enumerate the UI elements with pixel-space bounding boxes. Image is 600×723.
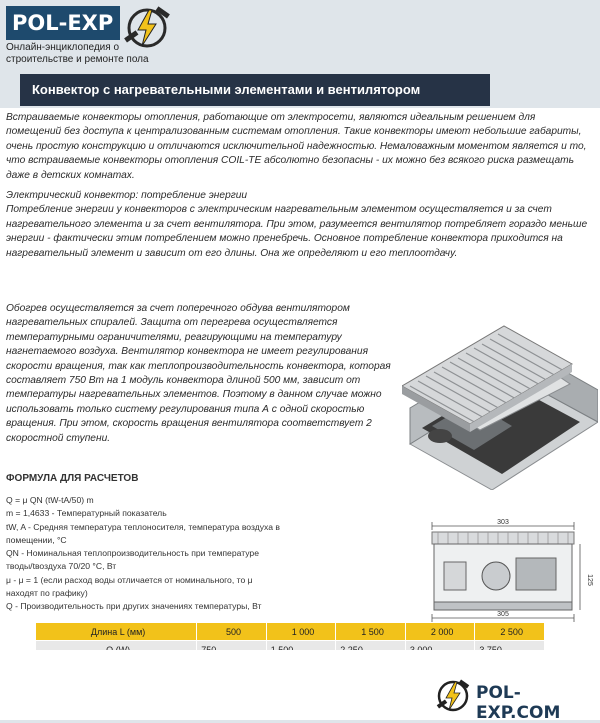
table-cell: 1 500	[336, 623, 406, 641]
formula-line: тводы/tвоздуха 70/20 °C, Вт	[6, 561, 117, 572]
page-title: Конвектор с нагревательными элементами и вентилятором	[20, 74, 490, 106]
intro-paragraph: Встраиваемые конвекторы отопления, работающие от электросети, являются идеальным решением для помещений без доступа к централизованным системам отопления. Такие конвекторы имеют небольшие габариты, очень простую конструкцию и отличаются исключительной надежностью. Немаловажным моментом является и то, что встраиваемые конвекторы отопления COIL-TE абсолютно безопасны - их можно без всякого риска размещать даже в детских комнатах.	[6, 112, 587, 181]
tagline-line-1: Онлайн-энциклопедия о	[6, 42, 120, 53]
table-row	[36, 623, 545, 641]
formula-line: tW, A - Средняя температура теплоносителя, температура воздуха в	[6, 521, 280, 532]
formula-line: Q - Производительность при других значениях температуры, Вт	[6, 601, 262, 612]
dimension-drawing	[404, 518, 594, 628]
footer-site-link[interactable]: POL-EXP.COM	[476, 683, 561, 723]
tagline-line-2: строительстве и ремонте пола	[6, 54, 149, 65]
formula-line: помещении, °С	[6, 534, 67, 545]
table-cell: 2 500	[475, 623, 545, 641]
site-logo[interactable]: POL-EXP	[6, 6, 120, 40]
dim-side-label: 125	[586, 574, 593, 586]
energy-heading: Электрический конвектор: потребление энергии	[6, 190, 248, 201]
formula-line: QN - Номинальная теплопроизводительность при температуре	[6, 548, 259, 559]
heating-paragraph: Обогрев осуществляется за счет поперечного обдува вентилятором нагревательных спиралей. Защита от перегрева осуществляется температурными ограничителями, реагирующими на температуру нагнетаемого воздуха. Вентилятор конвектора не имеет регулирования скорости вращения, так как теплопроизводительность конвектора, которая составляет 750 Вт на 1 модуль конвектора длиной 500 мм, зависит от температуры нагревательных элементов. Поэтому в данном случае можно использовать только систему регулирования типа А с одной скоростью вращения. При этом, скорость вращения вентилятора соответствует 2 скоростной ступени.	[6, 303, 391, 444]
lightning-tools-icon	[433, 678, 473, 714]
energy-paragraph: Потребление энергии у конвекторов с электрическим нагревательным элементом осуществляется и за счет нагревательного элемента и за счет вентилятора. При этом, разумеется вентилятор потребляет гораздо меньше энергии - фактически этим потреблением можно пренебречь. Основное потребление конвектора приходится на нагревательный элемент и зависит от его длины. Она же определяют и его теплоотдачу.	[6, 204, 588, 259]
dim-top-label: 303	[497, 519, 509, 526]
formula-line: μ - μ = 1 (если расход воды отличается от номинального, то μ	[6, 574, 253, 585]
formula-title: ФОРМУЛА ДЛЯ РАСЧЕТОВ	[6, 473, 139, 484]
formula-block	[6, 494, 306, 614]
content-card	[0, 108, 600, 720]
table-row-label: Длина L (мм)	[36, 623, 197, 641]
site-tagline	[6, 42, 196, 66]
table-cell: 2 000	[405, 623, 475, 641]
formula-line: m = 1,4633 - Температурный показатель	[6, 508, 167, 519]
convector-image	[402, 304, 598, 490]
formula-line: находят по графику)	[6, 588, 88, 599]
formula-line: Q = μ QN (tW-tA/50) m	[6, 495, 94, 505]
table-cell: 500	[197, 623, 267, 641]
energy-section	[6, 189, 592, 261]
dim-bottom-label: 305	[497, 611, 509, 618]
table-cell: 1 000	[266, 623, 336, 641]
